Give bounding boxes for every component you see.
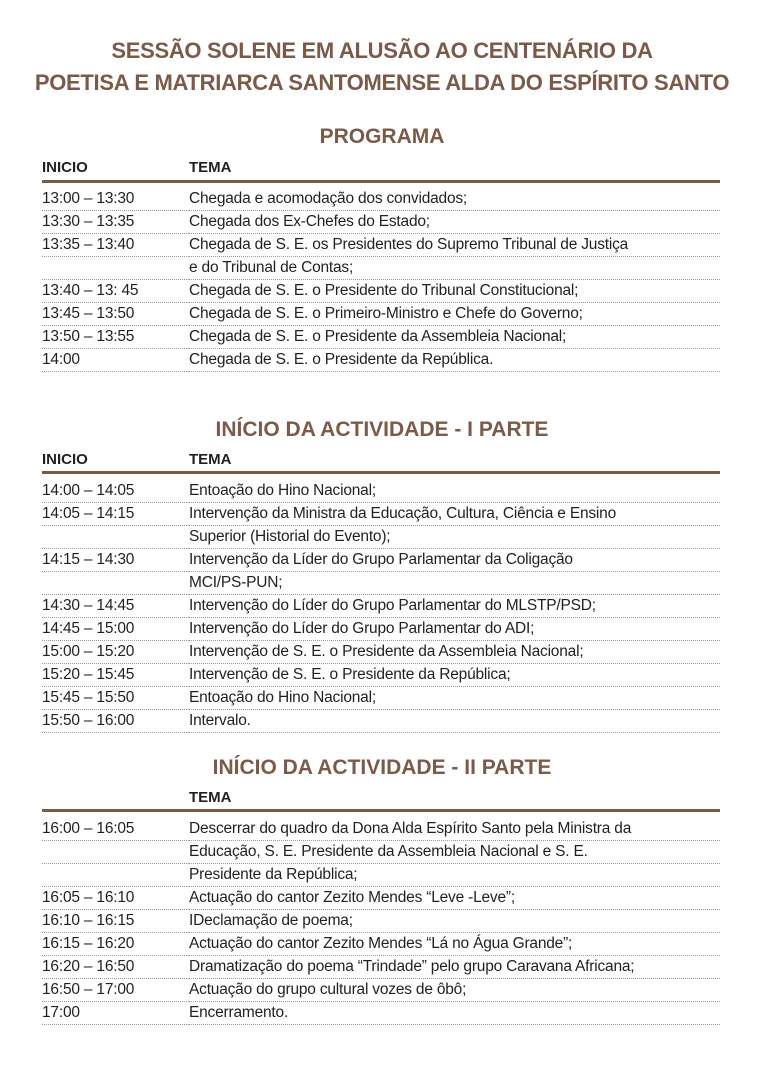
time-range: 14:05 – 14:15 xyxy=(42,503,189,526)
time-cell xyxy=(42,280,189,303)
table-header-programa xyxy=(42,158,720,180)
schedule-row xyxy=(42,641,720,664)
time-cell xyxy=(42,687,189,710)
document-title-line-2: POETISA E MATRIARCA SANTOMENSE ALDA DO ESPÍRITO SANTO xyxy=(34,70,730,95)
time-cell xyxy=(42,303,189,326)
time-range: 16:05 – 16:10 xyxy=(42,887,189,910)
time-cell xyxy=(42,979,189,1002)
theme-text: Chegada e acomodação dos convidados; xyxy=(189,188,720,211)
theme-cell xyxy=(189,664,720,687)
schedule-row xyxy=(42,933,720,956)
time-cell xyxy=(42,349,189,372)
time-cell xyxy=(42,480,189,503)
column-header-inicio: INICIO xyxy=(42,159,88,176)
time-range: 13:30 – 13:35 xyxy=(42,211,189,234)
theme-cell xyxy=(189,211,720,234)
schedule-row xyxy=(42,503,720,549)
theme-cell xyxy=(189,818,720,887)
schedule-row xyxy=(42,618,720,641)
time-cell xyxy=(42,234,189,280)
theme-text: Encerramento. xyxy=(189,1002,720,1025)
theme-text: Intervenção de S. E. o Presidente da Assembleia Nacional; xyxy=(189,641,720,664)
column-header-inicio: INICIO xyxy=(42,451,88,468)
theme-cell xyxy=(189,687,720,710)
theme-text: Educação, S. E. Presidente da Assembleia Nacional e S. E. xyxy=(189,841,720,864)
theme-text: Entoação do Hino Nacional; xyxy=(189,480,720,503)
header-rule xyxy=(42,471,720,474)
document-title-line-1: SESSÃO SOLENE EM ALUSÃO AO CENTENÁRIO DA xyxy=(111,38,653,63)
theme-text: Chegada de S. E. o Presidente do Tribunal Constitucional; xyxy=(189,280,720,303)
theme-text: Presidente da República; xyxy=(189,864,720,887)
theme-text: Intervenção da Ministra da Educação, Cultura, Ciência e Ensino xyxy=(189,503,720,526)
theme-cell xyxy=(189,188,720,211)
time-cell xyxy=(42,188,189,211)
time-range: 16:20 – 16:50 xyxy=(42,956,189,979)
schedule-row xyxy=(42,818,720,887)
schedule-row xyxy=(42,349,720,372)
theme-text: Chegada de S. E. o Primeiro-Ministro e Chefe do Governo; xyxy=(189,303,720,326)
schedule-row xyxy=(42,280,720,303)
theme-cell xyxy=(189,349,720,372)
theme-text: Chegada de S. E. o Presidente da República. xyxy=(189,349,720,372)
time-cell xyxy=(42,910,189,933)
time-range: 16:15 – 16:20 xyxy=(42,933,189,956)
theme-text: Intervenção do Líder do Grupo Parlamentar do MLSTP/PSD; xyxy=(189,595,720,618)
time-cell xyxy=(42,211,189,234)
time-filler xyxy=(42,841,189,864)
schedule-row xyxy=(42,188,720,211)
table-header-parte-1 xyxy=(42,450,720,472)
time-range: 13:35 – 13:40 xyxy=(42,234,189,257)
time-cell xyxy=(42,664,189,687)
time-range: 15:45 – 15:50 xyxy=(42,687,189,710)
schedule-table-parte-2 xyxy=(42,818,720,1025)
schedule-row xyxy=(42,910,720,933)
section-title-programa: PROGRAMA xyxy=(319,125,445,148)
theme-cell xyxy=(189,956,720,979)
time-filler xyxy=(42,572,189,595)
schedule-row xyxy=(42,595,720,618)
section-title-parte-2: INÍCIO DA ACTIVIDADE - II PARTE xyxy=(212,756,552,779)
time-range: 14:00 xyxy=(42,349,189,372)
theme-cell xyxy=(189,280,720,303)
time-range: 17:00 xyxy=(42,1002,189,1025)
schedule-row xyxy=(42,664,720,687)
theme-text: Descerrar do quadro da Dona Alda Espírito Santo pela Ministra da xyxy=(189,818,720,841)
section-title-parte-1: INÍCIO DA ACTIVIDADE - I PARTE xyxy=(215,418,549,441)
time-cell xyxy=(42,595,189,618)
theme-cell xyxy=(189,480,720,503)
theme-cell xyxy=(189,1002,720,1025)
theme-text: Chegada de S. E. o Presidente da Assembleia Nacional; xyxy=(189,326,720,349)
theme-cell xyxy=(189,979,720,1002)
theme-cell xyxy=(189,234,720,280)
schedule-row xyxy=(42,326,720,349)
theme-cell xyxy=(189,303,720,326)
theme-cell xyxy=(189,710,720,733)
column-header-tema: TEMA xyxy=(189,451,232,468)
schedule-table-programa xyxy=(42,188,720,372)
time-filler xyxy=(42,864,189,887)
theme-cell xyxy=(189,326,720,349)
theme-text: Intervenção da Líder do Grupo Parlamentar da Coligação xyxy=(189,549,720,572)
schedule-row xyxy=(42,710,720,733)
table-header-parte-2 xyxy=(42,788,720,810)
theme-cell xyxy=(189,910,720,933)
theme-text: Entoação do Hino Nacional; xyxy=(189,687,720,710)
time-filler xyxy=(42,526,189,549)
schedule-row xyxy=(42,887,720,910)
column-header-tema: TEMA xyxy=(189,159,232,176)
theme-cell xyxy=(189,549,720,595)
theme-cell xyxy=(189,933,720,956)
theme-cell xyxy=(189,618,720,641)
time-cell xyxy=(42,933,189,956)
theme-text: Dramatização do poema “Trindade” pelo grupo Caravana Africana; xyxy=(189,956,720,979)
time-cell xyxy=(42,326,189,349)
time-cell xyxy=(42,641,189,664)
time-range: 14:30 – 14:45 xyxy=(42,595,189,618)
theme-text: Actuação do cantor Zezito Mendes “Lá no Água Grande”; xyxy=(189,933,720,956)
time-cell xyxy=(42,956,189,979)
theme-text: Superior (Historial do Evento); xyxy=(189,526,720,549)
schedule-row xyxy=(42,480,720,503)
time-range: 16:50 – 17:00 xyxy=(42,979,189,1002)
schedule-row xyxy=(42,979,720,1002)
schedule-row xyxy=(42,234,720,280)
time-range: 15:20 – 15:45 xyxy=(42,664,189,687)
theme-cell xyxy=(189,503,720,549)
theme-cell xyxy=(189,595,720,618)
theme-text: e do Tribunal de Contas; xyxy=(189,257,720,280)
time-cell xyxy=(42,503,189,549)
theme-text: IDeclamação de poema; xyxy=(189,910,720,933)
schedule-row xyxy=(42,956,720,979)
time-range: 13:50 – 13:55 xyxy=(42,326,189,349)
time-range: 15:00 – 15:20 xyxy=(42,641,189,664)
time-filler xyxy=(42,257,189,280)
time-cell xyxy=(42,887,189,910)
schedule-row xyxy=(42,549,720,595)
time-range: 16:00 – 16:05 xyxy=(42,818,189,841)
theme-text: Chegada de S. E. os Presidentes do Supremo Tribunal de Justiça xyxy=(189,234,720,257)
time-cell xyxy=(42,549,189,595)
theme-text: Actuação do cantor Zezito Mendes “Leve -Leve”; xyxy=(189,887,720,910)
time-range: 16:10 – 16:15 xyxy=(42,910,189,933)
schedule-row xyxy=(42,1002,720,1025)
theme-text: Chegada dos Ex-Chefes do Estado; xyxy=(189,211,720,234)
schedule-table-parte-1 xyxy=(42,480,720,733)
time-range: 13:00 – 13:30 xyxy=(42,188,189,211)
theme-text: Intervenção do Líder do Grupo Parlamentar do ADI; xyxy=(189,618,720,641)
theme-cell xyxy=(189,887,720,910)
column-header-tema: TEMA xyxy=(189,789,232,806)
theme-text: Actuação do grupo cultural vozes de ôbô; xyxy=(189,979,720,1002)
theme-text: Intervalo. xyxy=(189,710,720,733)
schedule-row xyxy=(42,211,720,234)
header-rule xyxy=(42,180,720,183)
header-rule xyxy=(42,809,720,812)
time-cell xyxy=(42,818,189,887)
theme-text: MCI/PS-PUN; xyxy=(189,572,720,595)
time-range: 14:15 – 14:30 xyxy=(42,549,189,572)
time-cell xyxy=(42,618,189,641)
time-range: 13:45 – 13:50 xyxy=(42,303,189,326)
time-range: 13:40 – 13: 45 xyxy=(42,280,189,303)
time-cell xyxy=(42,710,189,733)
time-range: 14:00 – 14:05 xyxy=(42,480,189,503)
schedule-row xyxy=(42,687,720,710)
theme-text: Intervenção de S. E. o Presidente da República; xyxy=(189,664,720,687)
time-range: 15:50 – 16:00 xyxy=(42,710,189,733)
theme-cell xyxy=(189,641,720,664)
schedule-row xyxy=(42,303,720,326)
time-cell xyxy=(42,1002,189,1025)
time-range: 14:45 – 15:00 xyxy=(42,618,189,641)
